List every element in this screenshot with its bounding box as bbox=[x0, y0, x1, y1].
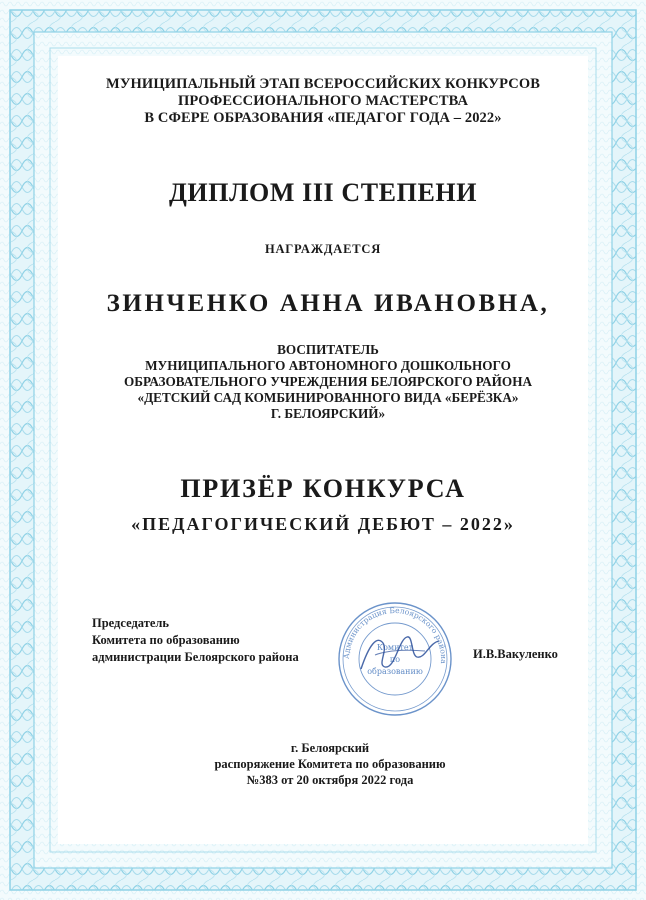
chair-line-1: Председатель bbox=[92, 616, 170, 630]
recipient-name: ЗИНЧЕНКО АННА ИВАНОВНА, bbox=[106, 290, 550, 317]
chair-line-3: администрации Белоярского района bbox=[92, 650, 299, 664]
header-line-1: МУНИЦИПАЛЬНЫЙ ЭТАП ВСЕРОССИЙСКИХ КОНКУРСОВ bbox=[106, 76, 540, 92]
content-area bbox=[58, 56, 588, 844]
footer-line-1: г. Белоярский bbox=[290, 741, 370, 755]
stamp-center-line-1: Комитет bbox=[376, 643, 414, 652]
header-line-2: ПРОФЕССИОНАЛЬНОГО МАСТЕРСТВА bbox=[177, 93, 469, 109]
stamp-center-line-2: по bbox=[389, 655, 401, 664]
diploma-title: ДИПЛОМ III СТЕПЕНИ bbox=[168, 178, 478, 207]
issue-details bbox=[0, 740, 646, 788]
position-line-2: МУНИЦИПАЛЬНОГО АВТОНОМНОГО ДОШКОЛЬНОГО bbox=[145, 358, 511, 373]
stamp-ring-text: Администрация Белоярского района bbox=[341, 605, 449, 665]
signer-name: И.В.Вакуленко bbox=[473, 647, 558, 661]
contest-name: «ПЕДАГОГИЧЕСКИЙ ДЕБЮТ – 2022» bbox=[131, 514, 515, 534]
recipient-position bbox=[0, 342, 646, 422]
position-line-5: Г. БЕЛОЯРСКИЙ» bbox=[270, 406, 386, 421]
award-result: ПРИЗЁР КОНКУРСА bbox=[180, 474, 466, 503]
handwritten-signature bbox=[355, 625, 445, 685]
stamp-center-line-3: образованию bbox=[367, 667, 423, 676]
footer-line-3: №383 от 20 октября 2022 года bbox=[246, 773, 414, 787]
position-line-1: ВОСПИТАТЕЛЬ bbox=[277, 342, 379, 357]
chairman-title bbox=[92, 615, 299, 666]
footer-line-2: распоряжение Комитета по образованию bbox=[214, 757, 446, 771]
chair-line-2: Комитета по образованию bbox=[92, 633, 240, 647]
position-line-3: ОБРАЗОВАТЕЛЬНОГО УЧРЕЖДЕНИЯ БЕЛОЯРСКОГО РАЙОНА bbox=[124, 374, 532, 389]
header-line-3: В СФЕРЕ ОБРАЗОВАНИЯ «ПЕДАГОГ ГОДА – 2022» bbox=[144, 110, 502, 126]
position-line-4: «ДЕТСКИЙ САД КОМБИНИРОВАННОГО ВИДА «БЕРЁЗКА» bbox=[137, 390, 519, 405]
contest-header bbox=[0, 76, 646, 127]
awarded-label: НАГРАЖДАЕТСЯ bbox=[264, 242, 382, 256]
